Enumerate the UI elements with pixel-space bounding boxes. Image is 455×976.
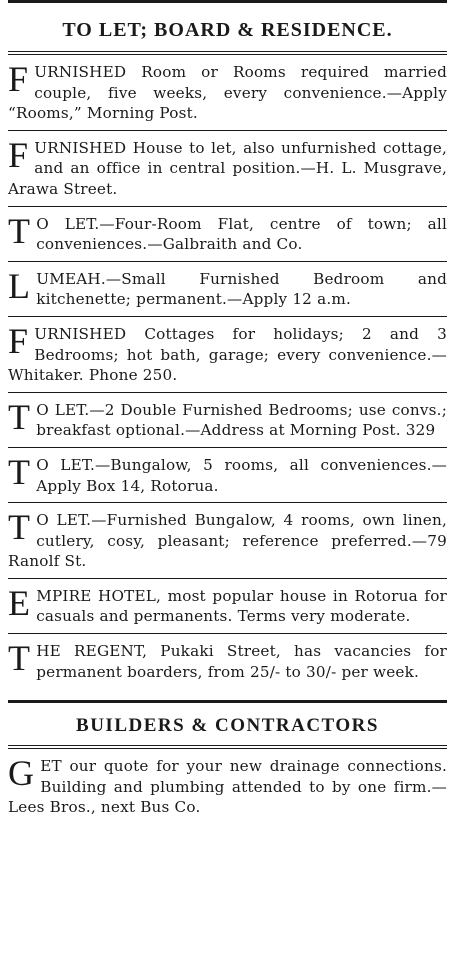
section-heading-builders: BUILDERS & CONTRACTORS — [76, 715, 379, 737]
classified-ad — [8, 55, 447, 130]
classified-ad — [8, 634, 447, 688]
ad-lead: O LET. — [36, 455, 95, 474]
ad-dropcap: T — [8, 507, 31, 548]
ad-dropcap: F — [8, 320, 29, 361]
ad-lead: HE REGENT, — [36, 642, 148, 661]
ad-lead: UMEAH. — [36, 269, 106, 288]
ad-body: Room or Rooms required married couple, five weeks, every convenience.—Apply “Rooms,” Morning Post. — [8, 63, 447, 123]
ad-lead: O LET. — [36, 214, 100, 233]
classified-ad — [8, 749, 447, 824]
ad-dropcap: E — [8, 582, 31, 623]
classified-ad — [8, 317, 447, 392]
ad-lead: MPIRE HOTEL, — [36, 586, 162, 605]
ad-lead: URNISHED — [34, 63, 127, 81]
ad-dropcap: F — [8, 59, 29, 99]
ad-body: —Bungalow, 5 rooms, all conveniences.—Apply Box 14, Rotorua. — [36, 455, 447, 495]
classified-ad — [8, 393, 447, 447]
ad-dropcap: L — [8, 265, 31, 306]
classified-ad — [8, 448, 447, 502]
classified-ad — [8, 207, 447, 261]
section-heading: TO LET; BOARD & RESIDENCE. — [62, 19, 393, 41]
ad-dropcap: T — [8, 210, 31, 251]
section-gap — [8, 688, 447, 700]
ad-body: —2 Double Furnished Bedrooms; use convs.; breakfast optional.—Address at Morning Post. 329 — [36, 400, 448, 440]
ad-body: House to let, also unfurnished cottage, and an office in central position.—H. L. Musgrave, Arawa Street. — [8, 138, 447, 198]
ad-body: most popular house in Rotorua for casuals and permanents. Terms very moderate. — [36, 586, 447, 626]
ad-dropcap: F — [8, 134, 29, 175]
ad-body: Cottages for holidays; 2 and 3 Bedrooms; hot bath, garage; every convenience.—Whitaker. Phone 250. — [8, 324, 447, 385]
classified-ad — [8, 579, 447, 633]
ad-body: —Furnished Bungalow, 4 rooms, own linen, cutlery, cosy, pleasant; reference preferred.—79 Ranolf St. — [8, 511, 448, 571]
ad-body: —Small Furnished Bedroom and kitchenette; permanent.—Apply 12 a.m. — [36, 269, 447, 309]
ad-body: our quote for your new drainage connections. Building and plumbing attended to by one firm.—Lees Bros., next Bus Co. — [8, 757, 447, 817]
ad-body: Pukaki Street, has vacancies for permanent boarders, from 25/- to 30/- per week. — [36, 642, 447, 681]
ad-lead: O LET. — [36, 400, 90, 419]
ad-lead: URNISHED — [34, 324, 127, 343]
ad-list — [8, 55, 447, 688]
ad-dropcap: G — [8, 753, 35, 794]
ad-dropcap: T — [8, 638, 31, 679]
ad-dropcap: T — [8, 396, 31, 437]
classified-ad — [8, 503, 447, 578]
ad-body: —Four-Room Flat, centre of town; all conveniences.—Galbraith and Co. — [36, 214, 447, 254]
classified-ad — [8, 131, 447, 206]
classified-ad — [8, 262, 447, 316]
ad-lead: ET — [40, 757, 62, 776]
ad-lead: O LET. — [36, 511, 92, 530]
ad-lead: URNISHED — [34, 138, 127, 157]
ad-dropcap: T — [8, 451, 31, 492]
classified-column — [8, 0, 447, 976]
